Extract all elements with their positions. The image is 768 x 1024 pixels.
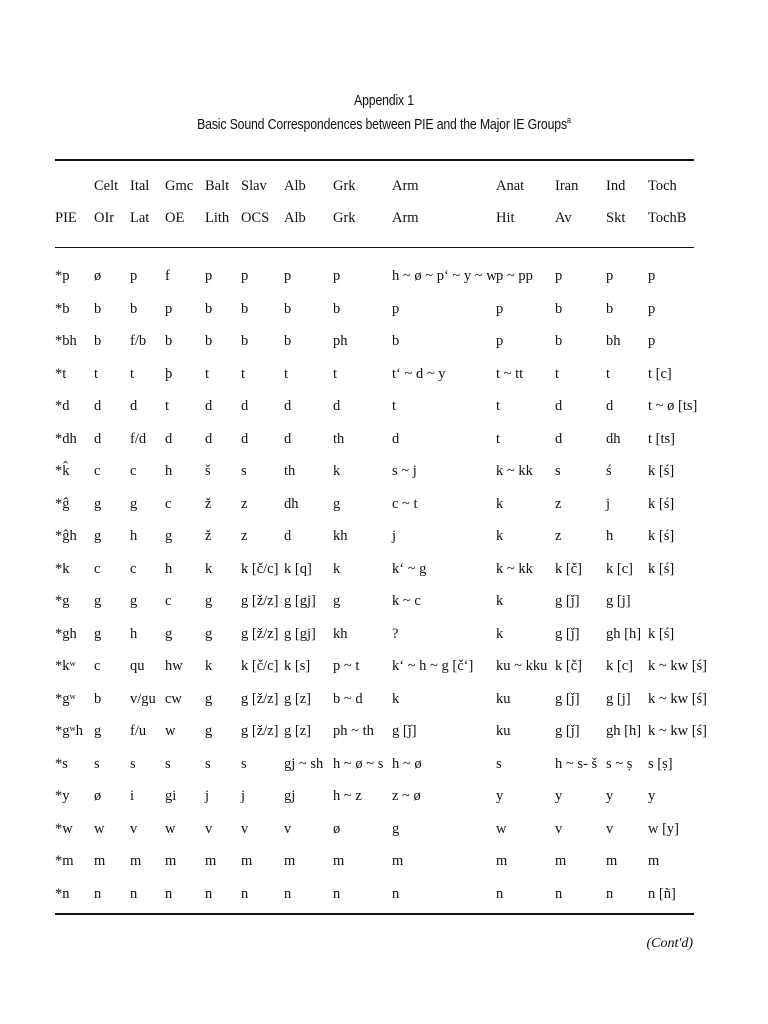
reflex-cell: f/u <box>130 723 147 739</box>
reflex-cell: h <box>606 528 614 544</box>
pie-phoneme-cell: *bh <box>55 333 77 349</box>
reflex-cell: s ~ ṣ <box>606 755 633 772</box>
reflex-cell: s <box>130 755 136 772</box>
reflex-cell: m <box>165 853 177 869</box>
reflex-cell: g <box>205 723 213 739</box>
reflex-cell: s <box>205 755 211 772</box>
reflex-cell: p <box>496 333 504 349</box>
reflex-cell: th <box>284 463 296 479</box>
pie-phoneme-cell: *gʷh <box>55 723 83 739</box>
reflex-cell: t <box>165 398 170 414</box>
pie-phoneme-cell: *ĝ <box>55 495 70 512</box>
reflex-cell: n <box>241 885 249 902</box>
pie-phoneme-cell: *m <box>55 853 74 869</box>
reflex-cell: t <box>130 365 135 382</box>
pie-phoneme-cell: *s <box>55 755 68 772</box>
reflex-cell: gj ~ sh <box>284 755 324 772</box>
reflex-cell: s [ṣ] <box>648 755 673 772</box>
reflex-cell: g [ǰ] <box>555 625 580 642</box>
reflex-cell: n <box>392 885 400 902</box>
reflex-cell: z <box>555 528 562 544</box>
reflex-cell: gj <box>284 788 296 804</box>
reflex-cell: s ~ j <box>392 463 417 479</box>
reflex-cell: d <box>606 398 614 414</box>
pie-phoneme-cell: *gʷ <box>55 690 76 707</box>
reflex-cell: z <box>241 528 248 544</box>
reflex-cell: g [gj] <box>284 625 316 642</box>
pie-phoneme-cell: *p <box>55 268 70 284</box>
reflex-cell: k [ś] <box>648 625 675 642</box>
reflex-cell: cw <box>165 690 182 707</box>
reflex-cell: t ~ ø [ts] <box>648 398 698 414</box>
reflex-cell: k [q] <box>284 560 312 577</box>
reflex-cell: b <box>130 300 138 317</box>
reflex-cell: kh <box>333 625 348 642</box>
reflex-cell: v <box>130 820 138 837</box>
reflex-cell: v <box>284 820 292 837</box>
reflex-cell: t [c] <box>648 365 672 382</box>
reflex-cell: b <box>94 690 102 707</box>
column-group-header: Slav <box>241 178 267 194</box>
reflex-cell: ž <box>205 495 212 512</box>
reflex-cell: p <box>241 268 249 284</box>
reflex-cell: z ~ ø <box>392 788 421 804</box>
reflex-cell: b <box>333 300 341 317</box>
reflex-cell: b <box>205 300 213 317</box>
reflex-cell: gh [h] <box>606 723 642 739</box>
reflex-cell: c <box>94 463 101 479</box>
reflex-cell: d <box>333 398 341 414</box>
reflex-cell: h ~ z <box>333 788 362 804</box>
reflex-cell: p <box>205 268 213 284</box>
reflex-cell: š <box>205 463 211 479</box>
reflex-cell: k [c] <box>606 658 633 674</box>
reflex-cell: p ~ pp <box>496 268 533 284</box>
reflex-cell: z <box>555 495 562 512</box>
reflex-cell: k ~ c <box>392 593 421 609</box>
reflex-cell: g <box>94 495 102 512</box>
reflex-cell: n <box>496 885 504 902</box>
reflex-cell: ku <box>496 690 511 707</box>
reflex-cell: p ~ t <box>333 658 360 674</box>
column-language-header: Alb <box>284 210 306 226</box>
reflex-cell: k [s] <box>284 658 311 674</box>
pie-phoneme-cell: *w <box>55 820 73 837</box>
reflex-cell: k <box>333 463 341 479</box>
reflex-cell: t <box>94 365 99 382</box>
reflex-cell: g <box>130 593 138 609</box>
reflex-cell: t <box>284 365 289 382</box>
reflex-cell: m <box>496 853 508 869</box>
reflex-cell: b <box>555 300 563 317</box>
column-language-header: Lat <box>130 210 150 226</box>
reflex-cell: t ~ tt <box>496 365 524 382</box>
column-group-header: Ind <box>606 178 626 194</box>
reflex-cell: y <box>496 788 504 804</box>
reflex-cell: t <box>333 365 338 382</box>
reflex-cell: m <box>284 853 296 869</box>
reflex-cell: k <box>205 658 213 674</box>
reflex-cell: s <box>555 463 561 479</box>
reflex-cell: k ~ kk <box>496 463 533 479</box>
reflex-cell: kʻ ~ g <box>392 560 427 577</box>
reflex-cell: b <box>392 333 400 349</box>
reflex-cell: g [ǰ] <box>555 593 580 609</box>
reflex-cell: n <box>205 885 213 902</box>
reflex-cell: n <box>284 885 292 902</box>
reflex-cell: h <box>130 625 138 642</box>
reflex-cell: n <box>606 885 614 902</box>
column-language-header: Grk <box>333 210 356 226</box>
reflex-cell: g [ž/z] <box>241 690 279 707</box>
reflex-cell: h ~ ø ~ pʻ ~ y ~ w <box>392 268 497 284</box>
reflex-cell: g <box>205 690 213 707</box>
reflex-cell: g [j] <box>606 690 631 707</box>
reflex-cell: m <box>648 853 660 869</box>
reflex-cell: m <box>94 853 106 869</box>
reflex-cell: c <box>130 463 137 479</box>
pie-phoneme-cell: *kʷ <box>55 658 76 674</box>
reflex-cell: p <box>648 333 656 349</box>
reflex-cell: ku <box>496 723 511 739</box>
column-group-header: Balt <box>205 178 230 194</box>
reflex-cell: k [č/c] <box>241 560 279 577</box>
column-language-header: Hit <box>496 210 515 226</box>
reflex-cell: g <box>130 495 138 512</box>
column-language-header: TochB <box>648 210 687 226</box>
reflex-cell: ø <box>333 820 341 837</box>
reflex-cell: j <box>392 528 397 544</box>
reflex-cell: n [ñ] <box>648 885 676 902</box>
column-group-header: Grk <box>333 178 356 194</box>
reflex-cell: h ~ ø ~ s <box>333 755 384 772</box>
column-language-header: Skt <box>606 210 626 226</box>
reflex-cell: t <box>241 365 246 382</box>
continued-note: (Cont'd) <box>646 936 693 951</box>
reflex-cell: s <box>165 755 171 772</box>
column-group-header: Celt <box>94 178 119 194</box>
column-language-header: PIE <box>55 210 77 226</box>
reflex-cell: v <box>606 820 614 837</box>
reflex-cell: k [ś] <box>648 495 675 512</box>
reflex-cell: m <box>606 853 618 869</box>
reflex-cell: k <box>496 495 504 512</box>
reflex-cell: g <box>392 820 400 837</box>
reflex-cell: w <box>165 723 176 739</box>
pie-phoneme-cell: *n <box>55 885 70 902</box>
table-title <box>69 116 699 133</box>
reflex-cell: b <box>241 300 249 317</box>
pie-phoneme-cell: *t <box>55 365 67 382</box>
reflex-cell: d <box>94 430 102 447</box>
reflex-cell: g <box>94 723 102 739</box>
reflex-cell: dh <box>284 495 299 512</box>
reflex-cell: v <box>205 820 213 837</box>
reflex-cell: v <box>241 820 249 837</box>
reflex-cell: h ~ ø <box>392 755 422 772</box>
reflex-cell: t <box>555 365 560 382</box>
reflex-cell: t <box>205 365 210 382</box>
reflex-cell: k [č] <box>555 560 582 577</box>
reflex-cell: p <box>130 268 138 284</box>
reflex-cell: d <box>130 398 138 414</box>
reflex-cell: s <box>241 755 247 772</box>
reflex-cell: g <box>94 625 102 642</box>
reflex-cell: n <box>130 885 138 902</box>
reflex-cell: bh <box>606 333 621 349</box>
reflex-cell: b <box>94 333 102 349</box>
reflex-cell: p <box>555 268 563 284</box>
reflex-cell: h <box>165 463 173 479</box>
reflex-cell: h ~ s- š <box>555 755 598 772</box>
reflex-cell: th <box>333 430 345 447</box>
reflex-cell: v/gu <box>130 690 156 707</box>
column-group-header: Anat <box>496 178 525 194</box>
reflex-cell: gi <box>165 788 177 804</box>
reflex-cell: g [z] <box>284 723 311 739</box>
reflex-cell: k ~ kw [ś] <box>648 690 707 707</box>
pie-phoneme-cell: *ĝh <box>55 528 77 544</box>
reflex-cell: w <box>165 820 176 837</box>
reflex-cell: g [gj] <box>284 593 316 609</box>
reflex-cell: d <box>241 430 249 447</box>
reflex-cell: d <box>205 430 213 447</box>
reflex-cell: b ~ d <box>333 690 363 707</box>
reflex-cell: d <box>165 430 173 447</box>
reflex-cell: b <box>606 300 614 317</box>
reflex-cell: p <box>606 268 614 284</box>
reflex-cell: d <box>284 430 292 447</box>
reflex-cell: s <box>241 463 247 479</box>
reflex-cell: g <box>94 528 102 544</box>
reflex-cell: d <box>241 398 249 414</box>
appendix-label: Appendix 1 <box>354 92 414 109</box>
reflex-cell: g [ž/z] <box>241 593 279 609</box>
reflex-cell: k [ś] <box>648 463 675 479</box>
reflex-cell: t <box>606 365 611 382</box>
reflex-cell: k ~ kw [ś] <box>648 658 707 674</box>
reflex-cell: kh <box>333 528 348 544</box>
reflex-cell: s <box>496 755 502 772</box>
column-language-header: Lith <box>205 210 230 226</box>
reflex-cell: h <box>130 528 138 544</box>
reflex-cell: m <box>205 853 217 869</box>
reflex-cell: k <box>496 593 504 609</box>
reflex-cell: ø <box>94 268 102 284</box>
reflex-cell: d <box>205 398 213 414</box>
reflex-cell: b <box>555 333 563 349</box>
reflex-cell: f/d <box>130 430 147 447</box>
reflex-cell: t <box>392 398 397 414</box>
reflex-cell: k [ś] <box>648 528 675 544</box>
reflex-cell: i <box>130 788 135 804</box>
reflex-cell: y <box>606 788 614 804</box>
reflex-cell: m <box>130 853 142 869</box>
reflex-cell: k [č/c] <box>241 658 279 674</box>
column-language-header: OE <box>165 210 185 226</box>
top-rule <box>55 159 694 161</box>
column-language-header: OCS <box>241 210 270 226</box>
reflex-cell: c ~ t <box>392 495 418 512</box>
table-title-text: Basic Sound Correspondences between PIE and the Major IE Groups <box>197 116 567 133</box>
reflex-cell: j <box>606 495 611 512</box>
reflex-cell: g [ǰ] <box>392 723 417 739</box>
reflex-cell: h <box>165 560 173 577</box>
reflex-cell: g <box>165 625 173 642</box>
reflex-cell: j <box>205 788 210 804</box>
column-language-header: Av <box>555 210 572 226</box>
reflex-cell: d <box>94 398 102 414</box>
reflex-cell: ph ~ th <box>333 723 374 739</box>
reflex-cell: z <box>241 495 248 512</box>
reflex-cell: n <box>94 885 102 902</box>
reflex-cell: t <box>496 398 501 414</box>
reflex-cell: g [ž/z] <box>241 723 279 739</box>
column-group-header: Arm <box>392 178 419 194</box>
reflex-cell: d <box>555 430 563 447</box>
reflex-cell: c <box>165 495 172 512</box>
reflex-cell: ph <box>333 333 348 349</box>
reflex-cell: y <box>648 788 656 804</box>
reflex-cell: g <box>94 593 102 609</box>
reflex-cell: kʻ ~ h ~ g [čʻ] <box>392 658 474 674</box>
reflex-cell: g [ǰ] <box>555 690 580 707</box>
header-rule <box>55 247 694 248</box>
reflex-cell: p <box>648 268 656 284</box>
column-group-header: Gmc <box>165 178 194 194</box>
reflex-cell: g [j] <box>606 593 631 609</box>
pie-phoneme-cell: *k̂ <box>55 463 70 479</box>
reflex-cell: k <box>205 560 213 577</box>
reflex-cell: g [z] <box>284 690 311 707</box>
reflex-cell: gh [h] <box>606 625 642 642</box>
reflex-cell: k ~ kw [ś] <box>648 723 707 739</box>
reflex-cell: ž <box>205 528 212 544</box>
reflex-cell: k <box>333 560 341 577</box>
reflex-cell: b <box>165 333 173 349</box>
reflex-cell: n <box>333 885 341 902</box>
pie-phoneme-cell: *k <box>55 560 70 577</box>
reflex-cell: b <box>241 333 249 349</box>
column-group-header: Toch <box>648 178 677 194</box>
reflex-cell: b <box>94 300 102 317</box>
reflex-cell: n <box>165 885 173 902</box>
bottom-rule <box>55 913 694 915</box>
reflex-cell: d <box>555 398 563 414</box>
pie-phoneme-cell: *d <box>55 398 70 414</box>
reflex-cell: k [ś] <box>648 560 675 577</box>
reflex-cell: ø <box>94 788 102 804</box>
reflex-cell: þ <box>165 365 173 382</box>
reflex-cell: g <box>165 528 173 544</box>
reflex-cell: m <box>241 853 253 869</box>
column-group-header: Ital <box>130 178 150 194</box>
reflex-cell: f/b <box>130 333 147 349</box>
reflex-cell: g <box>205 625 213 642</box>
reflex-cell: d <box>284 398 292 414</box>
reflex-cell: m <box>333 853 345 869</box>
reflex-cell: ś <box>606 463 612 479</box>
reflex-cell: k [č] <box>555 658 582 674</box>
reflex-cell: t <box>496 430 501 447</box>
reflex-cell: ku ~ kku <box>496 658 548 674</box>
reflex-cell: g <box>205 593 213 609</box>
reflex-cell: v <box>555 820 563 837</box>
pie-phoneme-cell: *g <box>55 593 70 609</box>
reflex-cell: m <box>392 853 404 869</box>
reflex-cell: k <box>496 625 504 642</box>
reflex-cell: f <box>165 268 170 284</box>
reflex-cell: m <box>555 853 567 869</box>
reflex-cell: c <box>130 560 137 577</box>
reflex-cell: p <box>333 268 341 284</box>
reflex-cell: k <box>496 528 504 544</box>
reflex-cell: w [y] <box>648 820 680 837</box>
reflex-cell: n <box>555 885 563 902</box>
reflex-cell: p <box>648 300 656 317</box>
reflex-cell: p <box>496 300 504 317</box>
reflex-cell: k ~ kk <box>496 560 533 577</box>
column-group-header: Alb <box>284 178 306 194</box>
reflex-cell: b <box>284 300 292 317</box>
reflex-cell: d <box>284 528 292 544</box>
reflex-cell: y <box>555 788 563 804</box>
reflex-cell: s <box>94 755 100 772</box>
reflex-cell: qu <box>130 658 145 674</box>
reflex-cell: k <box>392 690 400 707</box>
reflex-cell: t [ts] <box>648 430 675 447</box>
pie-phoneme-cell: *dh <box>55 430 77 447</box>
reflex-cell: g <box>333 495 341 512</box>
column-language-header: Arm <box>392 210 419 226</box>
reflex-cell: c <box>94 560 101 577</box>
reflex-cell: b <box>205 333 213 349</box>
reflex-cell: c <box>165 593 172 609</box>
reflex-cell: k [c] <box>606 560 633 577</box>
title-footnote-marker: a <box>566 115 571 125</box>
pie-phoneme-cell: *b <box>55 300 70 317</box>
reflex-cell: g <box>333 593 341 609</box>
reflex-cell: j <box>241 788 246 804</box>
reflex-cell: p <box>165 300 173 317</box>
reflex-cell: g [ž/z] <box>241 625 279 642</box>
pie-phoneme-cell: *gh <box>55 625 77 642</box>
reflex-cell: dh <box>606 430 621 447</box>
column-group-header: Iran <box>555 178 579 194</box>
reflex-cell: hw <box>165 658 183 674</box>
reflex-cell: b <box>284 333 292 349</box>
column-language-header: OIr <box>94 210 115 226</box>
reflex-cell: p <box>392 300 400 317</box>
reflex-cell: c <box>94 658 101 674</box>
reflex-cell: g [ǰ] <box>555 723 580 739</box>
reflex-cell: p <box>284 268 292 284</box>
reflex-cell: w <box>94 820 105 837</box>
pie-phoneme-cell: *y <box>55 788 70 804</box>
reflex-cell: ? <box>392 625 399 642</box>
reflex-cell: tʻ ~ d ~ y <box>392 365 446 382</box>
reflex-cell: d <box>392 430 400 447</box>
reflex-cell: w <box>496 820 507 837</box>
